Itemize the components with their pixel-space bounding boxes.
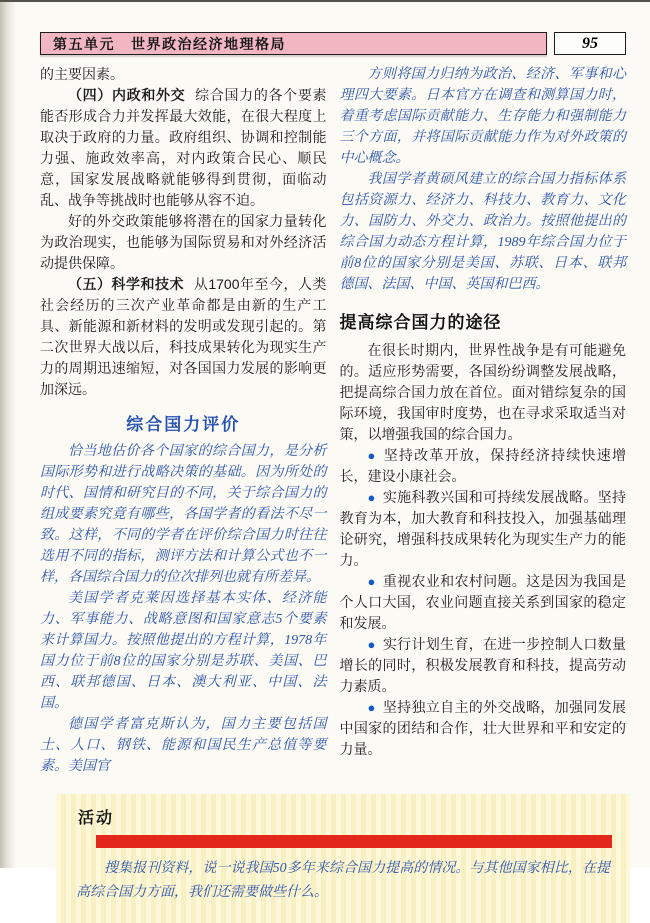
paragraph-foreign-policy: 好的外交政策能够将潜在的国家力量转化为政治现实，也能够为国际贸易和对外经济活动提供保障。: [40, 213, 327, 271]
activity-red-bar: [96, 835, 612, 848]
paragraph-lead: （四）内政和外交: [68, 87, 186, 103]
paragraph-science-technology: [40, 274, 327, 400]
chapter-title: 世界政治经济地理格局: [131, 35, 286, 52]
bullet-item: [340, 697, 627, 760]
activity-text: 搜集报刊资料，说一说我国50多年来综合国力提高的情况。与其他国家相比，在提高综合国力方面，我们还需要做些什么。: [76, 861, 610, 900]
bullet-dot-icon: ●: [367, 700, 376, 715]
page-number-box: [554, 32, 626, 55]
bullet-text: 实行计划生育，在进一步控制人口数量增长的同时，积极发展教育和科技，提高劳动力素质。: [339, 636, 627, 694]
page-number: 95: [582, 34, 598, 52]
reading-paragraph: 德国学者富克斯认为，国力主要包括国土、人口、钢铁、能源和国民生产总值等要素。美国官: [40, 717, 327, 774]
reading-section-title: 综合国力评价: [126, 415, 241, 434]
bullet-item: [340, 487, 627, 571]
page-header: [40, 32, 626, 55]
activity-title: 活动: [78, 810, 115, 827]
paragraph-domestic-diplomacy: [40, 85, 327, 211]
paragraph-text: 综合国力的各个要素能否形成合力并发挥最大效能，在很大程度上取决于政府的力量。政府组织、协调和控制能力强、施政效率高，对内政策合民心、顺民意，国家发展战略就能够得到贯彻，面临动乱、战争等挑战时也能够从容不迫。: [40, 87, 327, 208]
bullet-dot-icon: ●: [367, 490, 376, 505]
activity-panel: [56, 794, 630, 923]
reading-paragraph-continuation: 方则将国力归纳为政治、经济、军事和心理四大要素。日本官方在调查和测算国力时，着重考虑国际贡献能力、生存能力和强制能力三个方面，并将国际贡献能力作为对外政策的中心概念。: [339, 67, 626, 166]
bullet-text: 实施科教兴国和可持续发展战略。坚持教育为本，加大教育和科技投入，加强基础理论研究，增强科技成果转化为现实生产力的能力。: [339, 489, 627, 568]
bullet-dot-icon: ●: [367, 637, 376, 652]
reading-paragraph: 恰当地估价各个国家的综合国力，是分析国际形势和进行战略决策的基础。因为所处的时代、国情和研究目的不同，关于综合国力的组成要素究竟有哪些，各国学者的看法不尽一致。这样，不同的学者在评价综合国力时往往选用不同的指标，测评方法和计算公式也不一样，各国综合国力的位次排列也就有所差异。: [40, 444, 327, 585]
paragraph-lead: （五）科学和技术: [68, 276, 185, 292]
bullet-text: 重视农业和农村问题。这是因为我国是个人口大国，农业问题直接关系到国家的稳定和发展。: [339, 573, 627, 631]
bullet-dot-icon: ●: [367, 448, 377, 463]
bullet-dot-icon: ●: [367, 574, 376, 589]
two-column-body: [40, 64, 626, 777]
section-title: 提高综合国力的途径: [339, 313, 502, 332]
reading-paragraph: 美国学者克莱因选择基本实体、经济能力、军事能力、战略意图和国家意志5个要素来计算国力。按照他提出的方程计算，1978年国力位于前8位的国家分别是苏联、美国、巴西、联邦德国、日本、澳大利亚、中国、法国。: [40, 591, 327, 711]
unit-header-bar: [40, 32, 547, 55]
section-intro-paragraph: 在很长时期内，世界性战争是有可能避免的。适应形势需要，各国纷纷调整发展战略，把提高综合国力放在首位。面对错综复杂的国际环境，我国审时度势，也在寻求采取适当对策，以增强我国的综合国力。: [339, 342, 626, 442]
reading-paragraph: 我国学者黄硕风建立的综合国力指标体系包括资源力、经济力、科技力、教育力、文化力、国防力、外交力、政治力。按照他提出的综合国力动态方程计算，1989年综合国力位于前8位的国家分别是美国、苏联、日本、联邦德国、法国、中国、英国和巴西。: [339, 172, 626, 292]
book-gutter-shadow: [0, 0, 16, 868]
unit-label: 第五单元: [53, 35, 115, 52]
left-column: [40, 64, 327, 777]
bullet-item: [340, 445, 627, 487]
paragraph-continuation: 的主要因素。: [40, 66, 124, 82]
bullet-text: 坚持改革开放，保持经济持续快速增长，建设小康社会。: [339, 447, 626, 484]
paragraph-text: 从1700年至今，人类社会经历的三次产业革命都是由新的生产工具、新能源和新材料的发明或发现引起的。第二次世界大战以后，科技成果转化为现实生产力的周期迅速缩短，对各国国力发展的影响更加深远。: [40, 276, 327, 397]
bullet-item: [340, 571, 627, 634]
bullet-text: 坚持独立自主的外交战略，加强同发展中国家的团结和合作，壮大世界和平和安定的力量。: [339, 699, 627, 757]
scan-top-edge: [0, 0, 650, 2]
right-column: [340, 64, 627, 777]
bullet-item: [340, 634, 627, 697]
